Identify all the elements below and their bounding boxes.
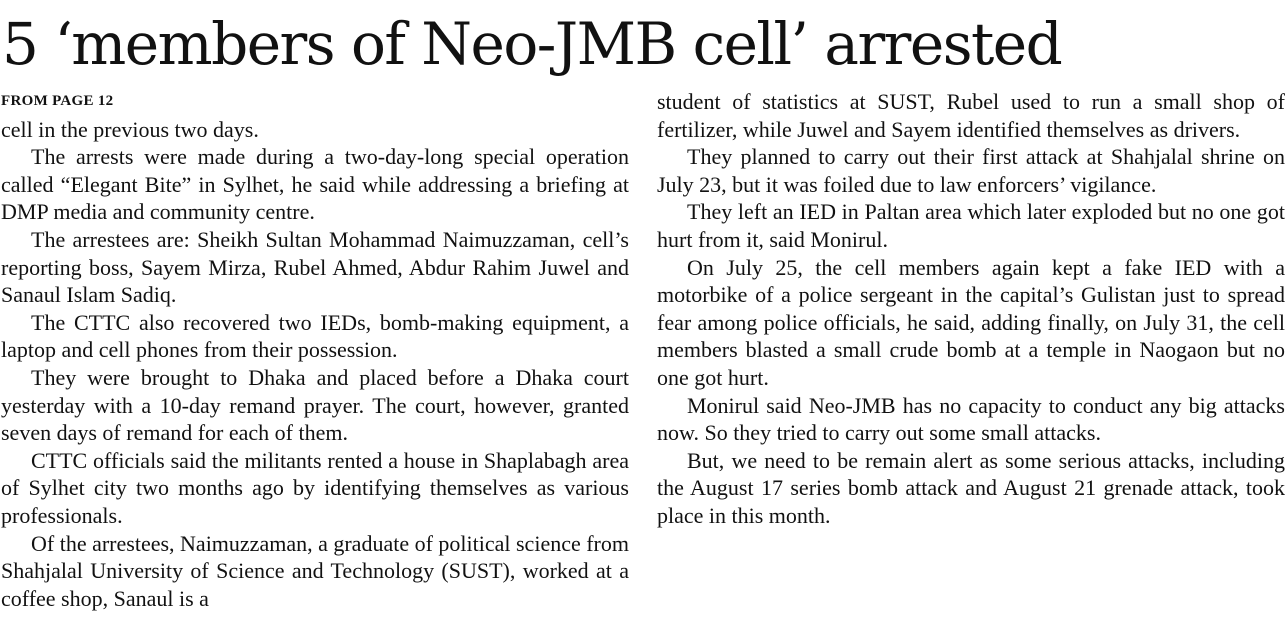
paragraph: The arrestees are: Sheikh Sultan Mohammad Naimuzzaman, cell’s reporting boss, Sayem Mirza, Rubel Ahmed, Abdur Rahim Juwel and Sanaul Islam Sadiq. (1, 226, 629, 308)
paragraph: On July 25, the cell members again kept a fake IED with a motorbike of a police sergeant in the capital’s Gulistan just to spread fear among police officials, he said, adding finally, on July 31, the cell members blasted a small crude bomb at a temple in Naogaon but no one got hurt. (657, 254, 1285, 390)
right-column (657, 88, 1285, 530)
paragraph: The CTTC also recovered two IEDs, bomb-making equipment, a laptop and cell phones from their possession. (1, 309, 629, 363)
paragraph: They planned to carry out their first attack at Shahjalal shrine on July 23, but it was foiled due to law enforcers’ vigilance. (657, 144, 1285, 197)
paragraph: But, we need to be remain alert as some serious attacks, including the August 17 series bomb attack and August 21 grenade attack, took place in this month. (657, 447, 1285, 528)
headline: 5 ‘members of Neo-JMB cell’ arrested (2, 10, 1062, 78)
paragraph: CTTC officials said the militants rented a house in Shaplabagh area of Sylhet city two months ago by identifying themselves as various professionals. (1, 447, 629, 528)
left-column (1, 88, 629, 612)
paragraph: cell in the previous two days. (1, 116, 259, 142)
paragraph: Of the arrestees, Naimuzzaman, a graduate of political science from Shahjalal University of Science and Technology (SUST), worked at a coffee shop, Sanaul is a (1, 530, 629, 611)
paragraph: student of statistics at SUST, Rubel used to run a small shop of fertilizer, while Juwel and Sayem identified themselves as drivers. (657, 89, 1285, 142)
paragraph: Monirul said Neo-JMB has no capacity to conduct any big attacks now. So they tried to carry out some small attacks. (657, 392, 1285, 446)
paragraph: They were brought to Dhaka and placed before a Dhaka court yesterday with a 10-day remand prayer. The court, however, granted seven days of remand for each of them. (1, 364, 629, 446)
paragraph: They left an IED in Paltan area which later exploded but no one got hurt from it, said Monirul. (657, 199, 1285, 252)
jump-line: FROM PAGE 12 (1, 93, 114, 109)
paragraph: The arrests were made during a two-day-long special operation called “Elegant Bite” in Sylhet, he said while addressing a briefing at DMP media and community centre. (1, 144, 629, 225)
